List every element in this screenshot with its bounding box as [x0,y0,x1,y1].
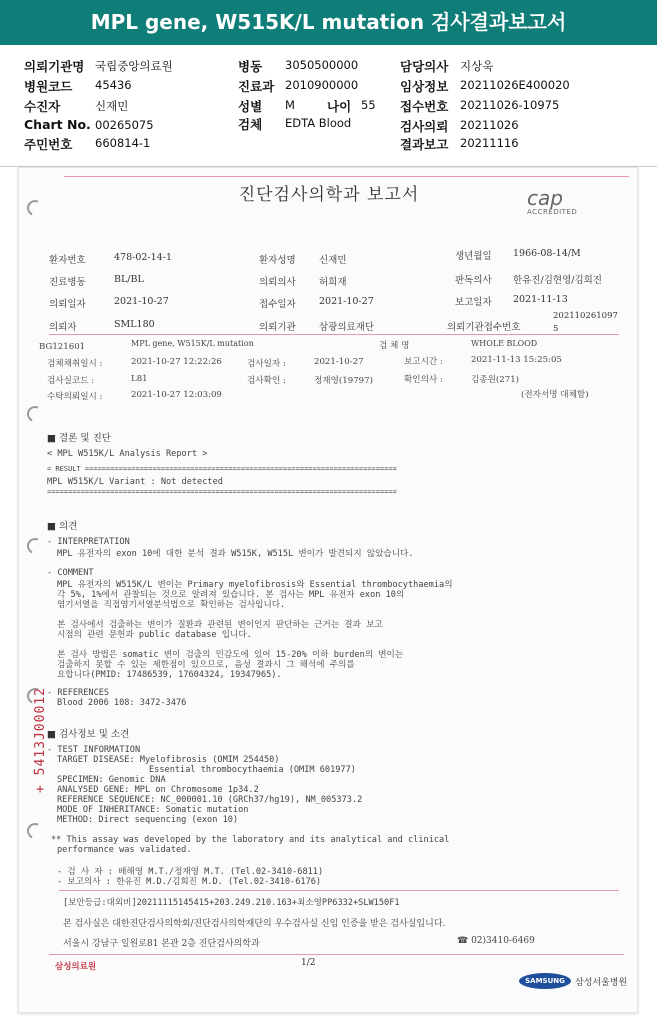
receive-time: 2021-10-27 12:03:09 [131,390,222,400]
ref-head: - REFERENCES [47,688,110,698]
result-report-label: 결과보고 [400,137,449,152]
staff-1: - 검 사 자 : 배해영 M.T./정재영 M.T. (Tel.02-3410-6811) [57,867,324,877]
ward-label: 병동 [238,59,263,74]
ward-dept: BL/BL [114,274,144,285]
hospital-code-label: 병원코드 [24,79,73,94]
req-inst-label: 의뢰기관 [259,322,296,333]
requester: SML180 [114,319,155,330]
binder-hole-icon [25,821,46,842]
comment-4: 본 검사에서 검출하는 변이가 질환과 관련된 변이인지 판단하는 근거는 결과 보고 [57,620,383,630]
phone: ☎ 02)3410-6469 [457,936,535,946]
vertical-code: + 5413J00012 [33,687,48,793]
confirmer: 김종원(271) [471,375,520,385]
receipt-no: 20211026-10975 [460,98,560,112]
sex: M [285,98,295,112]
receipt-no-label: 접수번호 [400,99,449,114]
report-time: 2021-11-13 15:25:05 [471,355,562,365]
patient-info-panel [0,45,657,167]
footer-left: 삼성의료원 [55,962,97,972]
clinical-info-label: 임상정보 [400,79,449,94]
cap-logo-text: cap [527,186,563,210]
tester-label: 검사확인 : [247,376,286,386]
ward: 3050500000 [285,58,359,72]
req-inst-receipt-2: 5 [553,324,559,334]
specimen-name: WHOLE BLOOD [471,339,538,348]
test-request: 20211026 [460,118,519,132]
hospital-name: 삼성서울병원 [575,978,628,988]
req-inst-receipt-label: 의뢰기관접수번호 [447,322,521,333]
analysis-title: < MPL W515K/L Analysis Report > [47,449,208,459]
variant-result: MPL W515K/L Variant : Not detected [47,477,223,487]
requesting-institution-label: 의뢰기관명 [24,59,85,74]
age: 55 [361,98,376,112]
specimen: EDTA Blood [285,116,352,130]
test-request-label: 검사의뢰 [400,119,449,134]
age-label: 나이 [327,99,352,114]
specimen-name-label: 검 체 명 [379,341,410,351]
collect-time: 2021-10-27 12:22:26 [131,357,222,367]
ti-2: Essential thrombocythaemia (OMIM 601977) [149,765,356,775]
ti-4: ANALYSED GENE: MPL on Chromosome 1p34.2 [57,785,259,795]
test-name: MPL gene, W515K/L mutation [131,339,254,348]
receipt-date: 2021-10-27 [319,296,374,307]
report-date-label: 보고일자 [455,297,492,308]
footer-rule [49,954,624,955]
top-rule [64,176,629,177]
equals-line: =================================================================================== [47,488,397,496]
dob-label: 생년월일 [455,251,492,262]
comment-7: 검출하지 못할 수 있는 제한점이 있으므로, 음성 결과시 그 해석에 주의를 [57,660,355,670]
resident-no: 660814-1 [95,136,151,150]
tester: 정재영(19797) [314,376,373,386]
dob: 1966-08-14/M [513,248,581,259]
report-title: MPL gene, W515K/L mutation 검사결과보고서 [0,0,657,45]
req-date: 2021-10-27 [114,296,169,307]
ti-7: METHOD: Direct sequencing (exon 10) [57,815,239,825]
patient-name-label: 환자성명 [259,255,296,266]
collect-time-label: 검체채취일시 : [47,359,103,369]
receive-time-label: 수탁의뢰일시 : [47,392,103,402]
cert-text: 본 검사실은 대한진단검사의학회/진단검사의학재단의 우수검사실 신임 인증을 받은 검사실입니다. [63,919,446,929]
doctor-label: 담당의사 [400,59,449,74]
comment-5: 시점의 관련 문헌과 public database 입니다. [57,630,252,640]
lab-code: L81 [131,374,148,384]
cap-logo [527,188,577,216]
binder-hole-icon [25,536,46,557]
patient-name: 신재민 [319,255,347,266]
requesting-institution: 국립중앙의료원 [95,59,173,73]
req-doctor: 허희재 [319,277,347,288]
patient-no-label: 환자번호 [49,255,86,266]
ti-head: - TEST INFORMATION [47,745,141,755]
examinee: 신재민 [95,99,129,113]
comment-6: 본 검사 방법은 somatic 변이 검출의 민감도에 있어 15-20% 이하 burden의 변이는 [57,650,404,660]
ward-dept-label: 진료병동 [49,277,86,288]
scan-title: 진단검사의학과 보고서 [238,185,420,205]
ti-3: SPECIMEN: Genomic DNA [57,775,166,785]
dept: 2010900000 [285,78,359,92]
ref-body: Blood 2006 108: 3472-3476 [57,698,187,708]
resident-no-label: 주민번호 [24,137,73,152]
sex-label: 성별 [238,99,263,114]
interp-body: MPL 유전자의 exon 10에 대한 분석 결과 W515K, W515L 변이가 발견되지 않았습니다. [57,549,414,559]
req-inst-receipt-1: 202110261097 [553,311,618,321]
comment-3: 염기서열을 직접염기서열분석법으로 확인하는 검사입니다. [57,600,286,610]
bottom-rule [59,890,619,891]
receipt-date-label: 접수일자 [259,299,296,310]
mid-rule [49,334,619,335]
req-inst: 삼광의료재단 [319,322,375,333]
exam-date: 2021-10-27 [314,357,364,367]
staff-2: - 보고의사 : 한유진 M.D./김희진 M.D. (Tel.02-3410-6176) [57,877,322,887]
security-line: [보안등급:대외비]20211115145415+203.249.210.163+최소영PP6332+SLW150F1 [63,898,400,908]
interp-head: - INTERPRETATION [47,537,130,547]
doctor: 지상욱 [460,59,494,73]
assay-1: ** This assay was developed by the laboratory and its analytical and clinical [51,835,450,845]
exam-date-label: 검사일자 : [247,359,286,369]
req-doctor-label: 의뢰의사 [259,277,296,288]
req-date-label: 의뢰일자 [49,299,86,310]
patient-no: 478-02-14-1 [114,252,172,263]
comment-8: 요합니다(PMID: 17486539, 17604324, 19347965). [57,670,282,680]
samsung-logo: SAMSUNG [519,973,571,989]
report-time-label: 보고시간 : [404,357,443,367]
scanned-report [18,167,638,1013]
dept-label: 진료과 [238,79,275,94]
hospital-code: 45436 [95,78,132,92]
comment-2: 각 5%, 1%에서 관찰되는 것으로 알려져 있습니다. 본 검사는 MPL 유전자 exon 10의 [57,590,405,600]
comment-1: MPL 유전자의 W515K/L 변이는 Primary myelofibrosis와 Essential thrombocythaemia의 [57,580,453,590]
requester-label: 의뢰자 [49,322,77,333]
result-line: = RESULT ========================================================================== [47,465,397,473]
result-report: 20211116 [460,136,519,150]
section-test-info: ■ 검사정보 및 소견 [47,729,130,740]
cap-logo-sub: ACCREDITED [527,208,578,216]
ti-5: REFERENCE SEQUENCE: NC_000001.10 (GRCh37/hg19), NM_005373.2 [57,795,363,805]
chart-no-label: Chart No. [24,117,91,132]
specimen-label: 검체 [238,117,263,132]
page-number: 1/2 [301,958,316,968]
address: 서울시 강남구 일원로81 본관 2층 진단검사의학과 [63,939,260,949]
confirmer-label: 확인의사 : [404,375,443,385]
lab-code-label: 검사실코드 : [47,376,95,386]
ti-1: TARGET DISEASE: Myelofibrosis (OMIM 254450) [57,755,280,765]
assay-2: performance was validated. [57,845,192,855]
reading-doctor: 한유진/김현영/김희진 [513,275,602,286]
comment-head: - COMMENT [47,568,94,578]
test-code: BG121601 [39,342,86,352]
report-date: 2021-11-13 [513,294,568,305]
clinical-info: 20211026E400020 [460,78,570,92]
ti-6: MODE OF INHERITANCE: Somatic mutation [57,805,249,815]
section-opinion: ■ 의견 [47,521,78,532]
chart-no: 00265075 [95,118,154,132]
section-conclusion: ■ 결론 및 진단 [47,433,111,444]
binder-hole-icon [25,404,46,425]
reading-doctor-label: 판독의사 [455,275,492,286]
examinee-label: 수진자 [24,99,61,114]
sign-note: (전자서명 대체함) [521,390,589,400]
